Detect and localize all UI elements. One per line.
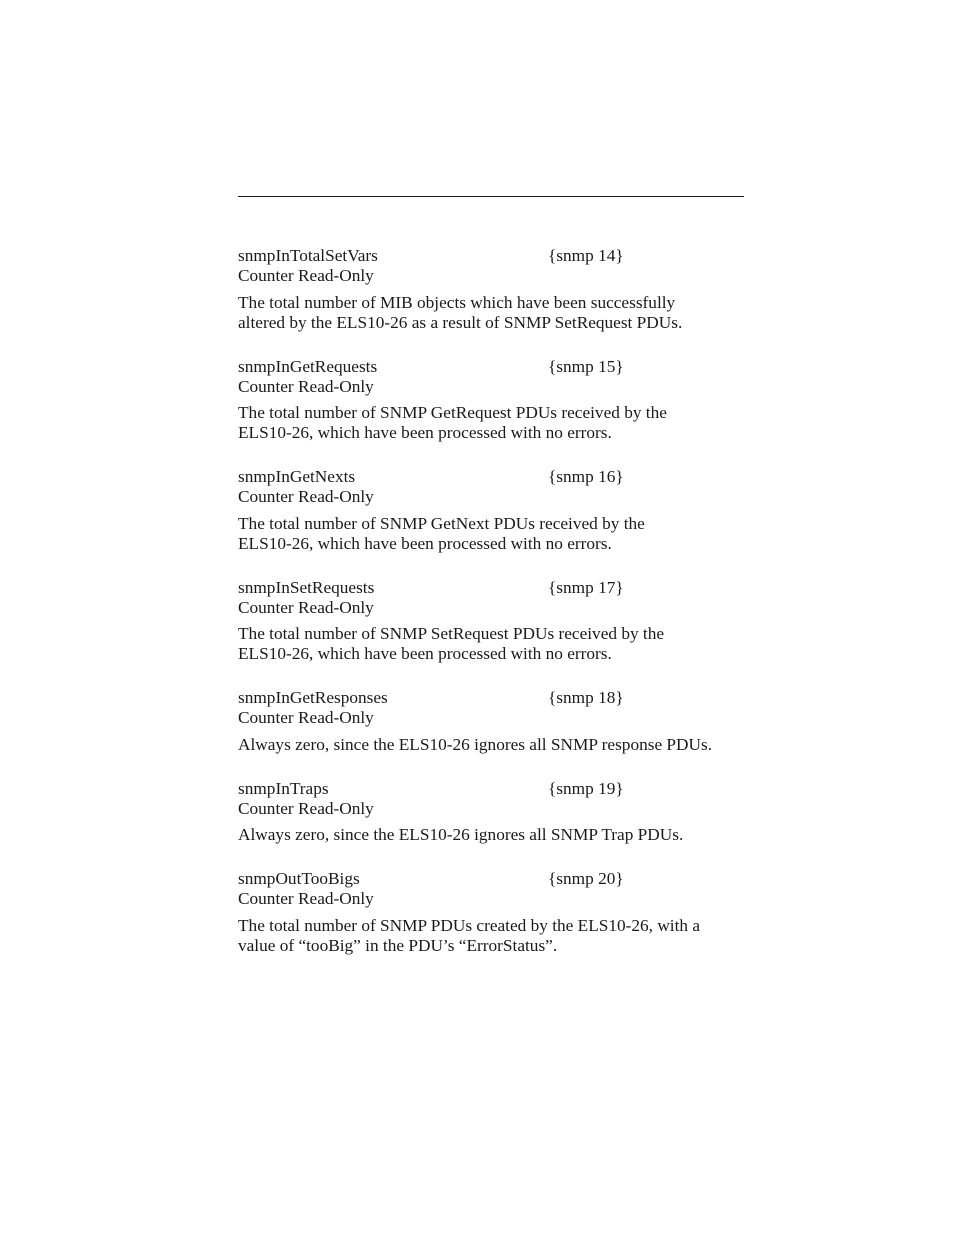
description-line: The total number of SNMP GetNext PDUs received by the (238, 513, 645, 533)
object-description (238, 735, 748, 755)
object-oid: {snmp 18} (548, 688, 624, 707)
object-name: snmpInGetRequests (238, 356, 378, 376)
object-description (238, 624, 748, 665)
object-type: Counter Read-Only (238, 889, 374, 909)
object-description (238, 825, 748, 845)
description-line: ELS10-26, which have been processed with no errors. (238, 533, 612, 553)
object-name: snmpOutTooBigs (238, 869, 360, 888)
mib-object-entry (238, 578, 748, 689)
mib-object-entry (238, 467, 748, 578)
object-name: snmpInGetNexts (238, 467, 356, 486)
description-line: The total number of SNMP SetRequest PDUs received by the (238, 624, 665, 644)
description-line: The total number of SNMP PDUs created by the ELS10-26, with a (238, 915, 701, 935)
object-name: snmpInSetRequests (238, 577, 375, 597)
mib-object-entry (238, 688, 748, 779)
description-line: The total number of MIB objects which have been successfully (238, 292, 676, 312)
description-line: The total number of SNMP GetRequest PDUs received by the (238, 403, 667, 423)
header-rule (238, 196, 744, 197)
object-description (238, 514, 748, 555)
mib-object-entry (238, 357, 748, 468)
object-type: Counter Read-Only (238, 487, 374, 507)
object-type: Counter Read-Only (238, 798, 374, 818)
object-name: snmpInTotalSetVars (238, 246, 378, 265)
object-oid: {snmp 17} (548, 577, 624, 597)
mib-object-entry (238, 779, 748, 870)
object-oid: {snmp 19} (548, 778, 624, 798)
object-oid: {snmp 16} (548, 467, 624, 486)
mib-object-entry (238, 246, 748, 357)
object-name: snmpInGetResponses (238, 688, 388, 707)
object-description (238, 293, 748, 334)
mib-object-list (238, 246, 748, 980)
object-type: Counter Read-Only (238, 597, 374, 617)
object-name: snmpInTraps (238, 778, 329, 798)
object-oid: {snmp 15} (548, 356, 624, 376)
description-line: Always zero, since the ELS10-26 ignores all SNMP response PDUs. (238, 734, 713, 754)
description-line: Always zero, since the ELS10-26 ignores all SNMP Trap PDUs. (238, 825, 684, 845)
description-line: altered by the ELS10-26 as a result of SNMP SetRequest PDUs. (238, 312, 683, 332)
object-description (238, 403, 748, 444)
object-type: Counter Read-Only (238, 266, 374, 286)
description-line: value of “tooBig” in the PDU’s “ErrorStatus”. (238, 935, 558, 955)
description-line: ELS10-26, which have been processed with no errors. (238, 644, 612, 664)
mib-object-entry (238, 869, 748, 980)
object-oid: {snmp 14} (548, 246, 624, 265)
object-type: Counter Read-Only (238, 708, 374, 728)
object-description (238, 916, 748, 957)
object-type: Counter Read-Only (238, 376, 374, 396)
description-line: ELS10-26, which have been processed with no errors. (238, 423, 612, 443)
object-oid: {snmp 20} (548, 869, 624, 888)
